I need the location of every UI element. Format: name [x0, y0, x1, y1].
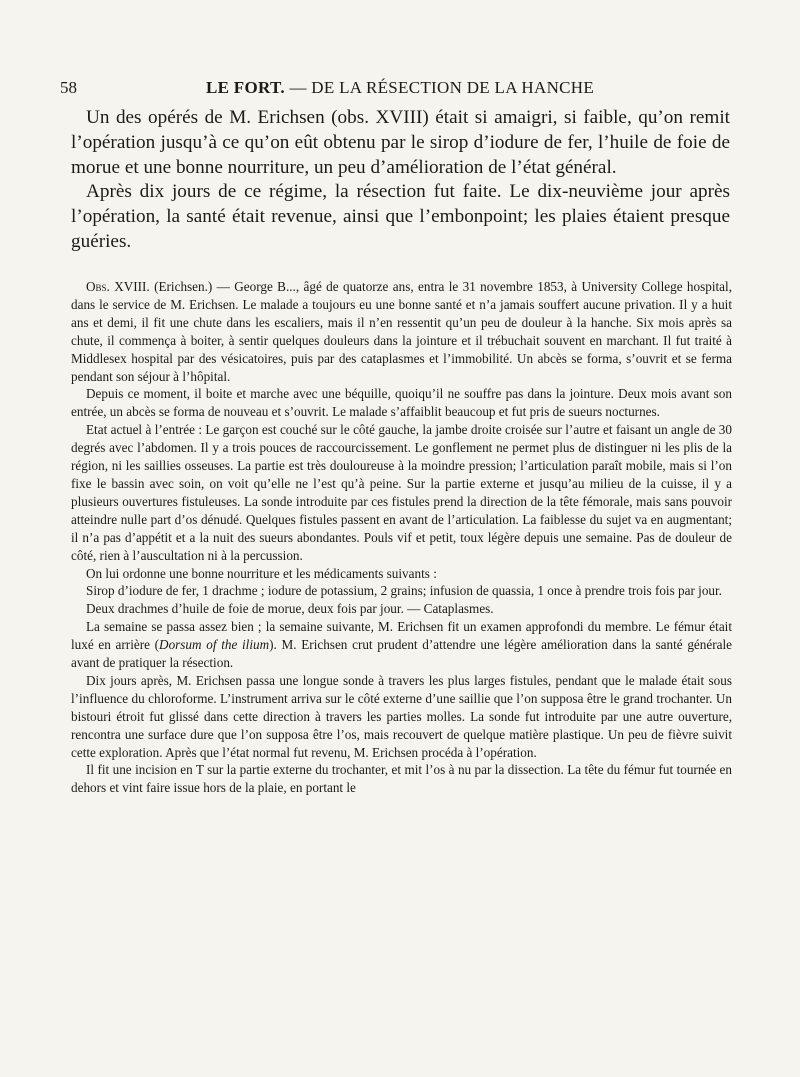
- semaine-text-before: La semaine se passa assez bien ; la semaine suivante, M. Erichsen fit un examen approfondi du membre. Le fémur était luxé en arrière (: [71, 619, 732, 653]
- body-paragraph: Après dix jours de ce régime, la résection fut faite. Le dix-neuvième jour après l’opération, la santé était revenue, ainsi que l’embonpoint; les plaies étaient presque guéries.: [71, 181, 730, 252]
- observation-paragraph: Etat actuel à l’entrée : Le garçon est couché sur le côté gauche, la jambe droite croisée sur l’autre et faisant un angle de 30 degrés avec l’abdomen. Il y a trois pouces de raccourcissement. Le gonflement ne permet plus de distinguer ni les plis de la région, ni les saillies osseuses. La partie est très douloureuse à la moindre pression; l’articulation paraît mobile, mais si l’on fixe le bassin avec soin, on voit qu’elle ne l’est qu’à peine. Sur la partie externe et jusqu’au milieu de la cuisse, il y a plusieurs ouvertures fistuleuses. La sonde introduite par ces fistules prend la direction de la tête fémorale, mais sans pouvoir atteindre nulle part d’os dénudé. Quelques fistules passent en avant de l’articulation. La faiblesse du sujet va en augmentant; il n’a pas d’appétit et a la nuit des sueurs abondantes. Pouls vif et petit, toux légère depuis une semaine. Pas de douleur de côté, rien à l’auscultation ni à la percussion.: [71, 422, 732, 563]
- observation-paragraph: [71, 618, 732, 672]
- observation-paragraph: Depuis ce moment, il boite et marche avec une béquille, quoiqu’il ne souffre pas dans la jointure. Deux mois avant son entrée, un abcès se forma de nouveau et s’ouvrit. Le malade s’affaiblit beaucoup et fut pris de sueurs nocturnes.: [71, 386, 732, 420]
- running-title-author: LE FORT.: [205, 78, 285, 97]
- running-head: [60, 76, 740, 100]
- observation-paragraph: Il fit une incision en T sur la partie externe du trochanter, et mit l’os à nu par la dissection. La tête du fémur fut tournée en dehors et vint faire issue hors de la plaie, en portant le: [71, 762, 732, 796]
- observation-paragraph: Dix jours après, M. Erichsen passa une longue sonde à travers les plus larges fistules, pendant que le malade était sous l’influence du chloroforme. L’instrument arriva sur le côté externe d’une saillie que l’on supposa être le grand trochanter. Un bistouri étroit fut glissé dans cette direction à travers les parties molles. La sonde fut introduite par une autre ouverture, rencontra une surface dure que l’on supposa être l’os, mais recouvert de quelque matière plastique. Un peu de fièvre suivit cette exploration. Après que l’état normal fut revenu, M. Erichsen procéda à l’opération.: [71, 672, 732, 760]
- page-number: 58: [60, 78, 77, 97]
- observation-paragraph: On lui ordonne une bonne nourriture et les médicaments suivants :: [86, 565, 437, 581]
- main-text: [71, 106, 730, 255]
- running-title-text: — DE LA RÉSECTION DE LA HANCHE: [284, 78, 595, 97]
- body-paragraph: Un des opérés de M. Erichsen (obs. XVIII) était si amaigri, si faible, qu’on remit l’opération jusqu’à ce qu’on eût obtenu par le sirop d’iodure de fer, l’huile de foie de morue et une bonne nourriture, un peu d’amélioration de l’état général.: [71, 107, 730, 178]
- observation-paragraph: Sirop d’iodure de fer, 1 drachme ; iodure de potassium, 2 grains; infusion de quassia, 1 once à prendre trois fois par jour.: [86, 583, 722, 599]
- observation-paragraph: Deux drachmes d’huile de foie de morue, deux fois par jour. — Cataplasmes.: [86, 601, 494, 617]
- latin-term: Dorsum of the ilium: [159, 637, 270, 653]
- semaine-text-after: ). M. Erichsen crut prudent d’attendre une légère amélioration dans la santé générale avant de pratiquer la résection.: [71, 637, 732, 671]
- observation-label: Obs. XVIII.: [86, 279, 150, 294]
- observation-text: [71, 278, 732, 797]
- observation-intro: [71, 278, 732, 385]
- observation-intro-text: (Erichsen.) — George B..., âgé de quatorze ans, entra le 31 novembre 1853, à University College hospital, dans le service de M. Erichsen. Le malade a toujours eu une bonne santé et n’a jamais souffert aucune privation. Il y a huit ans et demi, il fit une chute dans les escaliers, mais il n’en ressentit qu’un peu de douleur à la hanche. Six mois après sa chute, il commença à boiter, à sentir quelques douleurs dans la jointure et il trébuchait souvent en marchant. Il fut traité à Middlesex hospital par des vésicatoires, puis par des cataplasmes et l’immobilité. Un abcès se forma, s’ouvrit et se ferma pendant son séjour à l’hôpital.: [71, 279, 732, 384]
- running-title: [60, 76, 740, 100]
